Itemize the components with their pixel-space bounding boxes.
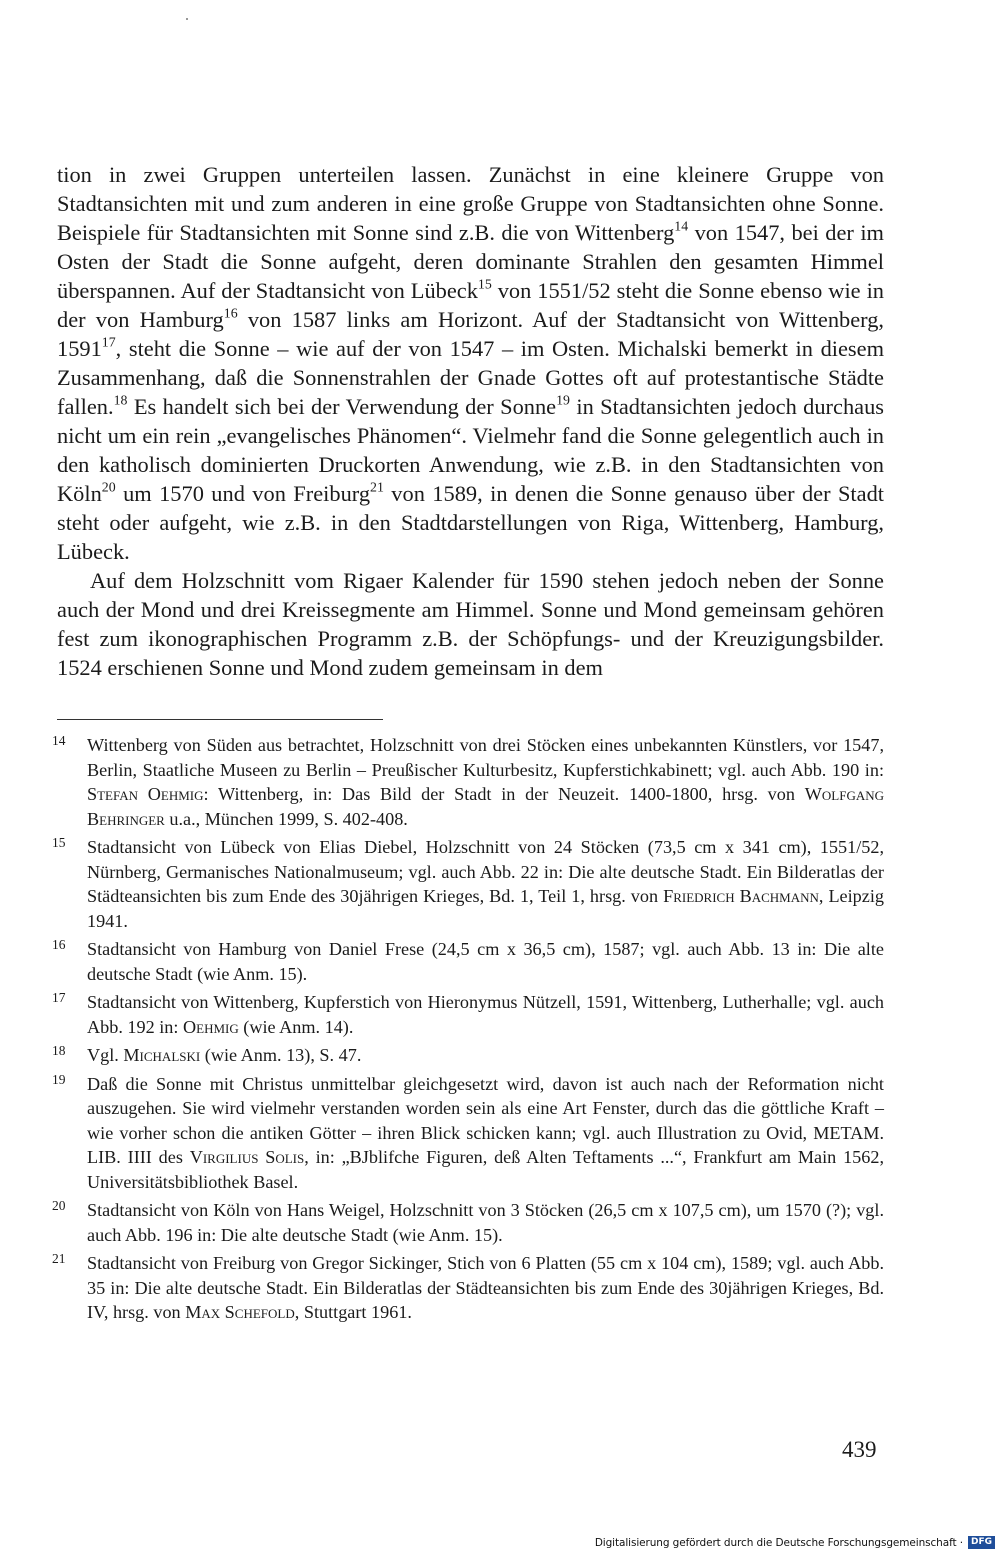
- footnote-19: [52, 1072, 884, 1195]
- footnote-ref-20: 20: [101, 480, 116, 496]
- text-run: Wittenberg von Süden aus betrachtet, Holzschnitt von drei Stöcken eines unbekannten Künstlers, vor 1547, Berlin, Staatliche Museen zu Berlin – Preußischer Kulturbesitz, Kupferstichkabinett; vgl. auch Abb. 190 in:: [87, 735, 884, 780]
- footnote-ref-19: 19: [556, 393, 570, 409]
- footnote-number: 17: [52, 990, 66, 1005]
- text-run: : Wittenberg, in: Das Bild der Stadt in der Neuzeit. 1400-1800, hrsg. von: [203, 784, 805, 804]
- footnote-number: 18: [52, 1043, 66, 1058]
- author-name: Oehmig: [183, 1016, 239, 1037]
- footnote-ref-16: 16: [223, 306, 238, 322]
- text-run: , in: „BJblifche Figuren, deß Alten Teftaments ...“, Frankfurt am Main 1562, Universitätsbibliothek Basel.: [87, 1147, 884, 1192]
- footnote-ref-21: 21: [370, 480, 384, 496]
- text-run: , Leipzig 1941.: [87, 886, 884, 931]
- footnote-text: [87, 1251, 884, 1325]
- footnote-21: [52, 1251, 884, 1325]
- author-name: Stefan Oehmig: [87, 784, 204, 804]
- footnote-ref-18: 18: [113, 393, 128, 409]
- footnote-number: 14: [52, 733, 66, 748]
- text-run: Vgl.: [87, 1045, 124, 1065]
- footnote-number: 15: [52, 835, 66, 850]
- text-run: Daß die Sonne mit Christus unmittelbar gleichgesetzt wird, davon ist auch nach der Reformation nicht auszugehen. Sie wird vielmehr verstanden worden sein als eine Art Fenster, durch das die göttliche Kraft – wie vorher schon die antiken Götter – ihren Blick schicken kann; vgl. auch Illustration zu Ovid, METAM. LIB. IIII des: [87, 1073, 884, 1167]
- footnote-ref-14: 14: [674, 219, 689, 235]
- text-run: Stadtansicht von Wittenberg, Kupferstich von Hieronymus Nützell, 1591, Wittenberg, Lutherhalle; vgl. auch Abb. 192 in:: [87, 992, 884, 1037]
- author-name: Max Schefold: [185, 1302, 295, 1322]
- dfg-logo: DFG: [968, 1536, 995, 1549]
- text-run: Es handelt sich bei der Verwendung der Sonne: [127, 394, 557, 419]
- footnotes: [52, 733, 884, 1329]
- footnote-number: 19: [52, 1071, 66, 1087]
- footnote-text: Stadtansicht von Köln von Hans Weigel, Holzschnitt von 3 Stöcken (26,5 cm x 107,5 cm), um 1570 (?); vgl. auch Abb. 196 in: Die alte deutsche Stadt (wie Anm. 15).: [87, 1200, 884, 1245]
- footnote-text: Stadtansicht von Hamburg von Daniel Frese (24,5 cm x 36,5 cm), 1587; vgl. auch Abb. 13 in: Die alte deutsche Stadt (wie Anm. 15).: [87, 939, 884, 984]
- text-run: von 1551/52 steht die Sonne ebenso wie in der von Hamburg: [57, 278, 884, 332]
- text-run: Stadtansicht von Freiburg von Gregor Sickinger, Stich von 6 Platten (55 cm x 104 cm), 1589; vgl. auch Abb. 35 in: Die alte deutsche Stadt. Ein Bilderatlas der Städteansichten bis zum Ende des 30jährigen Krieges, Bd. IV, hrsg. von: [87, 1253, 884, 1322]
- footnote-ref-15: 15: [477, 277, 492, 293]
- text-run: von 1587 links am Horizont. Auf der Stadtansicht von Wittenberg, 1591: [57, 307, 884, 361]
- text-run: tion in zwei Gruppen unterteilen lassen. Zunächst in eine kleinere Gruppe von Stadtansichten mit und zum anderen in eine große Gruppe von Stadtansichten ohne Sonne. Beispiele für Stadtansichten mit Sonne sind z.B. die von Wittenberg: [57, 162, 884, 245]
- text-run: (wie Anm. 13), S. 47.: [200, 1045, 362, 1065]
- footnote-text: [87, 1072, 884, 1195]
- main-text: [57, 160, 884, 682]
- text-run: von 1547, bei der im Osten der Stadt die Sonne aufgeht, deren dominante Strahlen den gesamten Himmel überspannen. Auf der Stadtansicht von Lübeck: [57, 220, 884, 303]
- author-name: Michalski: [123, 1045, 201, 1065]
- footnote-15: [52, 835, 884, 933]
- digitization-credit: [595, 1536, 995, 1549]
- footnote-17: [52, 990, 884, 1039]
- text-run: , Stuttgart 1961.: [294, 1302, 412, 1322]
- footnote-ref-17: 17: [101, 335, 116, 351]
- footnote-14: [52, 733, 884, 831]
- text-run: in Stadtansichten jedoch durchaus nicht um ein rein „evangelisches Phänomen“. Vielmehr fand die Sonne gelegentlich auch in den katholisch dominierten Druckorten Anwendung, wie z.B. in den Stadtansichten von Köln: [57, 394, 884, 506]
- credit-text: Digitalisierung gefördert durch die Deutsche Forschungsgemeinschaft ·: [594, 1536, 963, 1549]
- footnote-text: [87, 1043, 884, 1068]
- author-name: Virgilius Solis: [189, 1147, 305, 1167]
- footnote-number: 16: [52, 937, 66, 952]
- footnote-separator: [57, 719, 383, 720]
- paragraph-1: [57, 160, 884, 566]
- text-run: , steht die Sonne – wie auf der von 1547 – im Osten. Michalski bemerkt in diesem Zusammenhang, daß die Sonnenstrahlen der Gnade Gottes oft auf protestantische Städte fallen.: [57, 336, 884, 419]
- paragraph-2: Auf dem Holzschnitt vom Rigaer Kalender für 1590 stehen jedoch neben der Sonne auch der Mond und drei Kreissegmente am Himmel. Sonne und Mond gemeinsam gehören fest zum ikonographischen Programm z.B. der Schöpfungs- und der Kreuzigungsbilder. 1524 erschienen Sonne und Mond zudem gemeinsam in dem: [57, 568, 884, 680]
- text-run: u.a., München 1999, S. 402-408.: [164, 808, 408, 829]
- footnote-text: [87, 835, 884, 933]
- text-run: von 1589, in denen die Sonne genauso über der Stadt steht oder aufgeht, wie z.B. in den Stadtdarstellungen von Riga, Wittenberg, Hamburg, Lübeck.: [57, 481, 884, 564]
- footnote-18: [52, 1043, 884, 1068]
- footnote-number: 20: [52, 1198, 66, 1213]
- footnote-20: [52, 1198, 884, 1247]
- author-name: Wolfgang Behringer: [87, 784, 884, 829]
- scan-speck: [186, 18, 188, 20]
- text-run: um 1570 und von Freiburg: [115, 481, 371, 506]
- footnote-number: 21: [52, 1251, 66, 1266]
- footnote-16: [52, 937, 884, 986]
- footnote-text: [87, 733, 884, 831]
- page-number: 439: [842, 1437, 877, 1462]
- text-run: (wie Anm. 14).: [238, 1016, 354, 1037]
- author-name: Friedrich Bachmann: [663, 886, 819, 906]
- footnote-text: [87, 990, 884, 1039]
- text-run: Stadtansicht von Lübeck von Elias Diebel, Holzschnitt von 24 Stöcken (73,5 cm x 341 cm), 1551/52, Nürnberg, Germanisches Nationalmuseum; vgl. auch Abb. 22 in: Die alte deutsche Stadt. Ein Bilderatlas der Städteansichten bis zum Ende des 30jährigen Krieges, Bd. 1, Teil 1, hrsg. von: [87, 837, 884, 906]
